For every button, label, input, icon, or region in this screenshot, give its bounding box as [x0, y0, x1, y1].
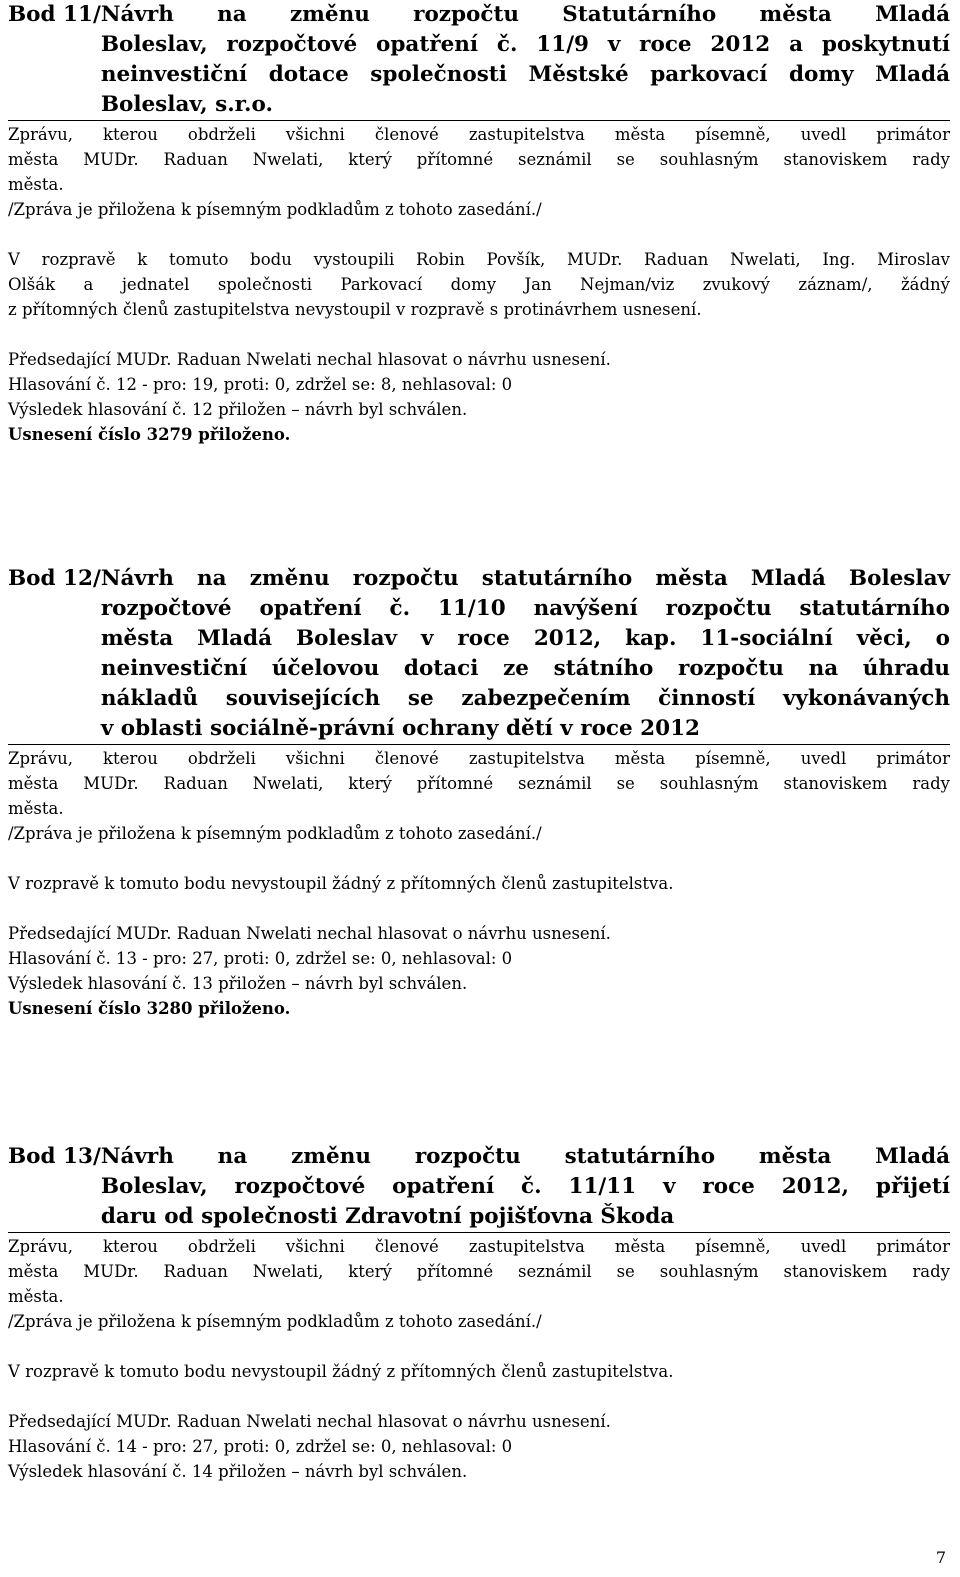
report-line: města MUDr. Raduan Nwelati, který přítomné seznámil se souhlasným stanoviskem rady: [8, 150, 950, 169]
item-number: Bod 13/: [8, 1144, 101, 1169]
attachment-note: /Zpráva je přiložena k písemným podkladům z tohoto zasedání./: [8, 200, 542, 219]
item-title: [101, 0, 950, 120]
vote-result: Výsledek hlasování č. 12 přiložen – návrh byl schválen.: [8, 400, 468, 419]
report-line: Zprávu, kterou obdrželi všichni členové zastupitelstva města písemně, uvedl primátor: [8, 749, 950, 768]
item-body: [8, 122, 950, 447]
vote-result: Výsledek hlasování č. 13 přiložen – návrh byl schválen.: [8, 974, 468, 993]
item-title-line: Návrh na změnu rozpočtu Statutárního města Mladá: [100, 2, 950, 27]
debate-line: V rozpravě k tomuto bodu nevystoupil žádný z přítomných členů zastupitelstva.: [8, 874, 674, 893]
resolution-number: Usnesení číslo 3280 přiloženo.: [8, 999, 291, 1018]
vote-count: Hlasování č. 14 - pro: 27, proti: 0, zdržel se: 0, nehlasoval: 0: [8, 1437, 513, 1456]
item-number: Bod 11/: [8, 2, 101, 27]
agenda-item-13: [8, 1142, 950, 1484]
attachment-note: /Zpráva je přiložena k písemným podkladům z tohoto zasedání./: [8, 1312, 542, 1331]
debate-line: z přítomných členů zastupitelstva nevystoupil v rozpravě s protinávrhem usnesení.: [8, 300, 702, 319]
item-body: [8, 746, 950, 1021]
chair-statement: Předsedající MUDr. Raduan Nwelati nechal hlasovat o návrhu usnesení.: [8, 350, 611, 369]
debate-line: V rozpravě k tomuto bodu vystoupili Robin Povšík, MUDr. Raduan Nwelati, Ing. Miroslav: [8, 250, 950, 269]
item-title-line: Boleslav, rozpočtové opatření č. 11/11 v roce 2012, přijetí: [100, 1174, 950, 1199]
chair-statement: Předsedající MUDr. Raduan Nwelati nechal hlasovat o návrhu usnesení.: [8, 924, 611, 943]
item-title-line: Boleslav, s.r.o.: [100, 92, 273, 117]
item-number: Bod 12/: [8, 566, 101, 591]
item-body: [8, 1234, 950, 1484]
report-line: města.: [8, 799, 64, 818]
item-title-line: města Mladá Boleslav v roce 2012, kap. 11-sociální věci, o: [100, 626, 950, 651]
report-line: města.: [8, 175, 64, 194]
debate-line: Olšák a jednatel společnosti Parkovací domy Jan Nejman/viz zvukový záznam/, žádný: [8, 275, 950, 294]
item-title-line: Boleslav, rozpočtové opatření č. 11/9 v roce 2012 a poskytnutí: [100, 32, 950, 57]
report-line: města MUDr. Raduan Nwelati, který přítomné seznámil se souhlasným stanoviskem rady: [8, 1262, 950, 1281]
item-title: [101, 564, 950, 744]
item-title-line: rozpočtové opatření č. 11/10 navýšení rozpočtu statutárního: [100, 596, 950, 621]
agenda-item-12: [8, 564, 950, 1021]
item-title-line: v oblasti sociálně-právní ochrany dětí v roce 2012: [100, 716, 701, 741]
item-title: [101, 1142, 950, 1232]
attachment-note: /Zpráva je přiložena k písemným podkladům z tohoto zasedání./: [8, 824, 542, 843]
agenda-item-heading: [8, 1142, 950, 1233]
vote-count: Hlasování č. 13 - pro: 27, proti: 0, zdržel se: 0, nehlasoval: 0: [8, 949, 513, 968]
report-line: města.: [8, 1287, 64, 1306]
item-title-line: neinvestiční účelovou dotaci ze státního rozpočtu na úhradu: [100, 656, 950, 681]
report-line: Zprávu, kterou obdrželi všichni členové zastupitelstva města písemně, uvedl primátor: [8, 1237, 950, 1256]
agenda-item-heading: [8, 564, 950, 745]
vote-result: Výsledek hlasování č. 14 přiložen – návrh byl schválen.: [8, 1462, 468, 1481]
vote-count: Hlasování č. 12 - pro: 19, proti: 0, zdržel se: 8, nehlasoval: 0: [8, 375, 513, 394]
item-title-line: daru od společnosti Zdravotní pojišťovna Škoda: [100, 1204, 675, 1229]
debate-line: V rozpravě k tomuto bodu nevystoupil žádný z přítomných členů zastupitelstva.: [8, 1362, 674, 1381]
item-title-line: Návrh na změnu rozpočtu statutárního města Mladá: [100, 1144, 950, 1169]
item-title-line: nákladů souvisejících se zabezpečením činností vykonávaných: [100, 686, 950, 711]
item-title-line: neinvestiční dotace společnosti Městské parkovací domy Mladá: [100, 62, 950, 87]
report-line: Zprávu, kterou obdrželi všichni členové zastupitelstva města písemně, uvedl primátor: [8, 125, 950, 144]
agenda-item-heading: [8, 0, 950, 121]
agenda-item-11: [8, 0, 950, 447]
report-line: města MUDr. Raduan Nwelati, který přítomné seznámil se souhlasným stanoviskem rady: [8, 774, 950, 793]
page-number: 7: [935, 1548, 946, 1567]
resolution-number: Usnesení číslo 3279 přiloženo.: [8, 425, 291, 444]
chair-statement: Předsedající MUDr. Raduan Nwelati nechal hlasovat o návrhu usnesení.: [8, 1412, 611, 1431]
item-title-line: Návrh na změnu rozpočtu statutárního města Mladá Boleslav: [100, 566, 950, 591]
